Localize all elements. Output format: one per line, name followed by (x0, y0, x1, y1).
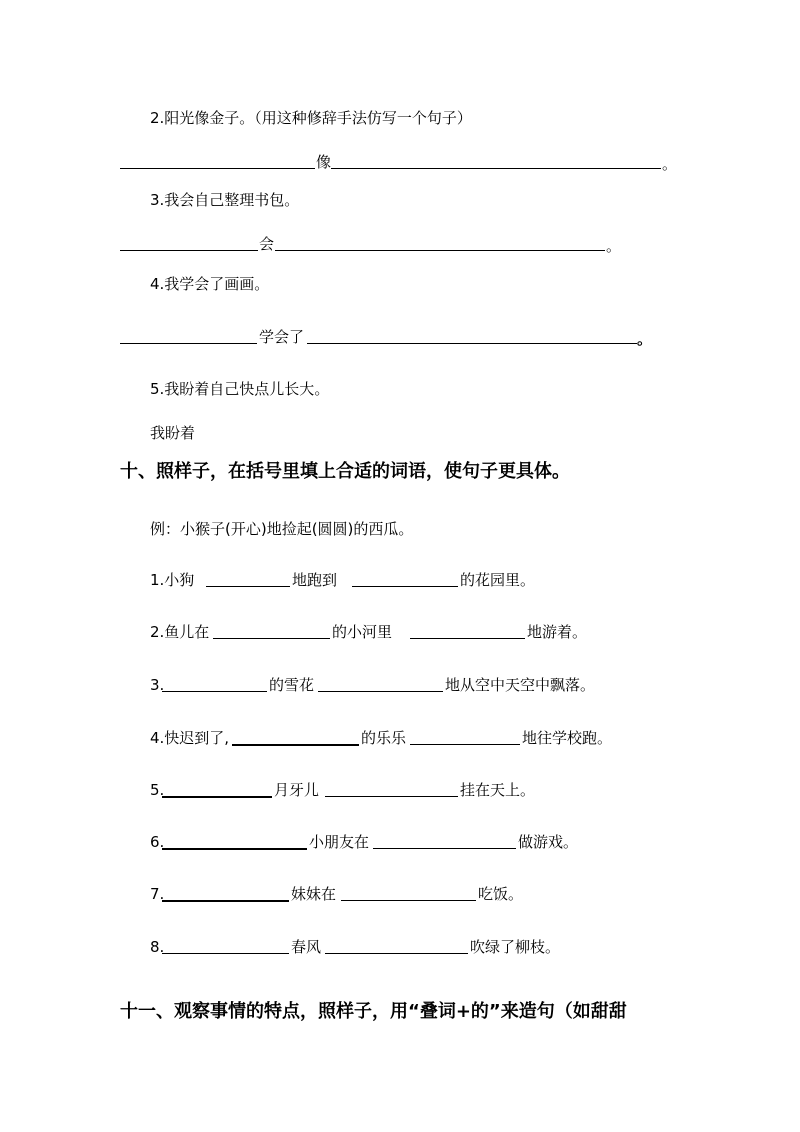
row-2-blank-2[interactable] (410, 638, 525, 639)
item-2-blank-2[interactable] (331, 168, 661, 169)
section-10-example: 例：小猴子(开心)地捡起(圆圆)的西瓜。 (150, 520, 414, 538)
row-2-b: 的小河里 (332, 623, 393, 641)
row-2-blank-1[interactable] (213, 638, 330, 639)
row-2-a: 2.鱼儿在 (150, 623, 210, 641)
row-8-blank-1[interactable] (162, 953, 289, 954)
item-3-blank-1[interactable] (120, 250, 258, 251)
section-10-title: 十、照样子，在括号里填上合适的词语，使句子更具体。 (120, 461, 570, 482)
row-3-b: 的雪花 (269, 676, 315, 694)
row-1-b: 地跑到 (292, 571, 338, 589)
row-6-blank-2[interactable] (373, 848, 516, 849)
section-11-title: 十一、观察事情的特点，照样子，用“叠词+的”来造句（如甜甜 (120, 1001, 627, 1022)
row-5-b: 月牙儿 (274, 781, 320, 799)
item-4-prompt: 4.我学会了画画。 (150, 275, 270, 293)
row-4-a: 4.快迟到了, (150, 729, 230, 747)
row-4-b: 的乐乐 (361, 729, 407, 747)
item-2-mid: 像 (316, 153, 332, 171)
row-4-blank-2[interactable] (410, 744, 520, 745)
row-8-blank-2[interactable] (325, 953, 468, 954)
row-3-a: 3. (150, 676, 165, 694)
item-2-prompt: 2.阳光像金子。（用这种修辞手法仿写一个句子） (150, 109, 472, 127)
item-4-blank-2[interactable] (307, 343, 637, 344)
row-1-a: 1.小狗 (150, 571, 195, 589)
row-2-c: 地游着。 (527, 623, 588, 641)
row-6-c: 做游戏。 (518, 833, 579, 851)
row-7-c: 吃饭。 (478, 885, 524, 903)
row-5-blank-2[interactable] (325, 796, 458, 797)
item-5-start: 我盼着 (150, 424, 196, 442)
row-1-blank-1[interactable] (206, 586, 290, 587)
row-8-b: 春风 (291, 938, 322, 956)
row-7-b: 妹妹在 (291, 885, 337, 903)
row-1-blank-2[interactable] (352, 586, 458, 587)
row-7-blank-2[interactable] (341, 900, 476, 901)
row-5-blank-1[interactable] (162, 796, 272, 798)
row-3-blank-1[interactable] (162, 691, 267, 692)
item-3-end: 。 (606, 237, 622, 255)
row-3-blank-2[interactable] (318, 691, 443, 692)
item-4-end: 。 (637, 330, 653, 348)
row-4-c: 地往学校跑。 (522, 729, 613, 747)
item-2-end: 。 (662, 155, 678, 173)
item-2-blank-1[interactable] (120, 168, 315, 169)
item-3-prompt: 3.我会自己整理书包。 (150, 191, 300, 209)
row-3-c: 地从空中天空中飘落。 (445, 676, 596, 694)
item-3-mid: 会 (259, 235, 275, 253)
item-4-blank-1[interactable] (120, 343, 257, 344)
row-7-blank-1[interactable] (162, 900, 289, 902)
row-4-blank-1[interactable] (232, 744, 359, 746)
item-4-mid: 学会了 (259, 328, 305, 346)
item-5-prompt: 5.我盼着自己快点儿长大。 (150, 380, 330, 398)
row-6-a: 6. (150, 833, 165, 851)
row-8-a: 8. (150, 938, 165, 956)
row-5-c: 挂在天上。 (460, 781, 536, 799)
row-6-blank-1[interactable] (162, 848, 307, 850)
item-3-blank-2[interactable] (275, 250, 605, 251)
row-6-b: 小朋友在 (309, 833, 370, 851)
row-8-c: 吹绿了柳枝。 (470, 938, 561, 956)
row-7-a: 7. (150, 885, 165, 903)
row-1-c: 的花园里。 (460, 571, 536, 589)
row-5-a: 5. (150, 781, 165, 799)
